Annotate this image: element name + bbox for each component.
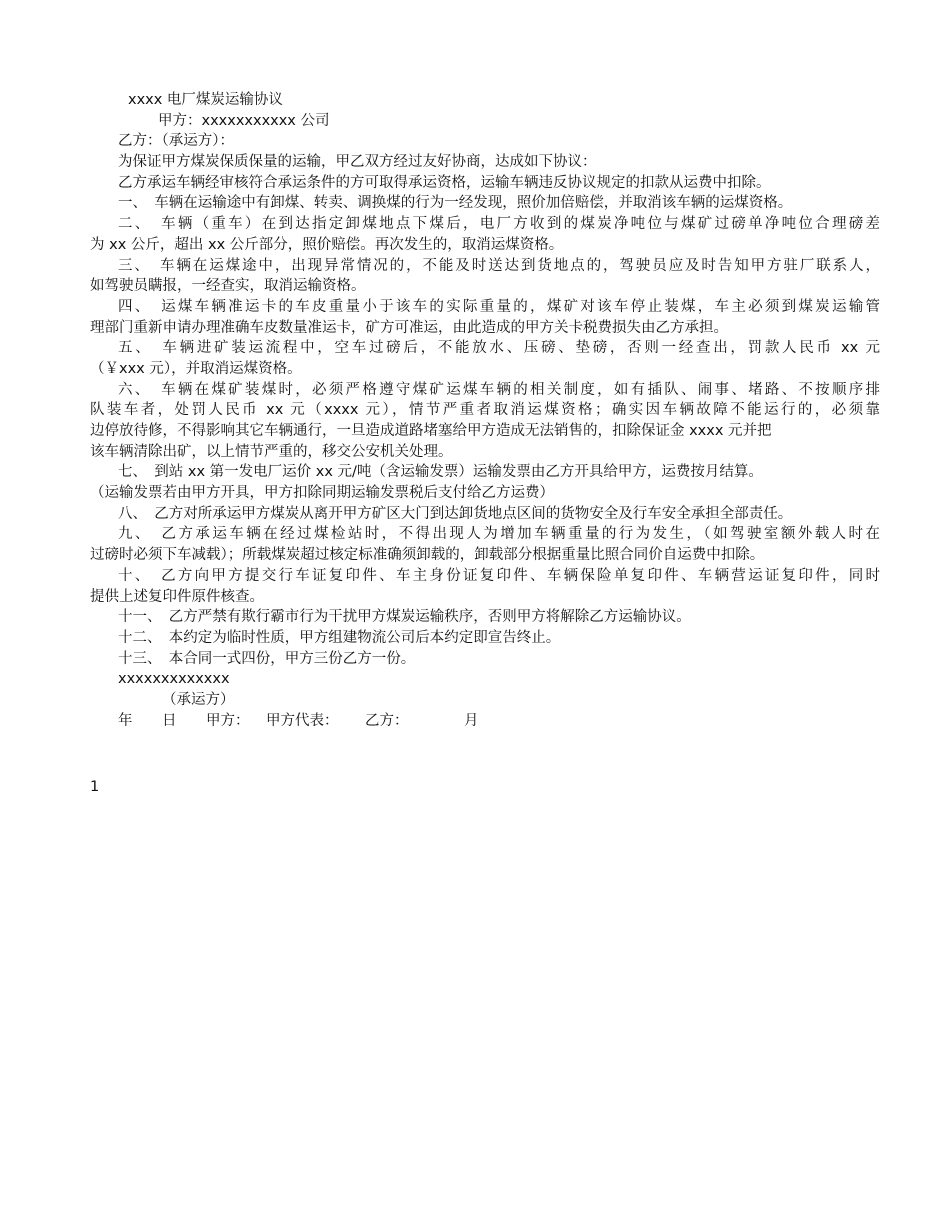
clause-2-line-2: 为 xx 公斤，超出 xx 公斤部分，照价赔偿。再次发生的，取消运煤资格。 — [90, 236, 564, 253]
party-a-line: 甲方：xxxxxxxxxxx 公司 — [158, 112, 330, 129]
clause-8-line-1: 八、 乙方对所承运甲方煤炭从离开甲方矿区大门到达卸货地点区间的货物安全及行车安全承担全部责任。 — [118, 505, 793, 522]
document-title: xxxx 电厂煤炭运输协议 — [128, 92, 283, 108]
signature-carrier: （承运方） — [162, 691, 235, 708]
signature-company: xxxxxxxxxxxxx — [118, 671, 230, 688]
clause-5-line-2: （￥xxx 元），并取消运煤资格。 — [90, 360, 302, 377]
clause-2 — [90, 214, 880, 255]
signature-party-a-rep: 甲方代表： — [266, 712, 339, 729]
signature-day: 日 — [162, 712, 177, 729]
clause-7-line-2: （运输发票若由甲方开具，甲方扣除同期运输发票税后支付给乙方运费） — [90, 485, 554, 502]
clause-9-line-1: 九、 乙方承运车辆在经过煤检站时，不得出现人为增加车辆重量的行为发生，（如驾驶室额外载人时在 — [118, 526, 880, 543]
qualification-paragraph: 乙方承运车辆经审核符合承运条件的方可取得承运资格，运输车辆违反协议规定的扣款从运费中扣除。 — [118, 174, 771, 191]
signature-row — [90, 711, 880, 732]
clause-10-line-1: 十、 乙方向甲方提交行车证复印件、车主身份证复印件、车辆保险单复印件、车辆营运证复印件，同时 — [118, 567, 880, 584]
clause-4 — [90, 297, 880, 338]
intro-paragraph: 为保证甲方煤炭保质保量的运输，甲乙双方经过友好协商，达成如下协议： — [118, 154, 597, 171]
page-number: 1 — [90, 779, 100, 795]
clause-2-line-1: 二、 车辆（重车）在到达指定卸煤地点下煤后，电厂方收到的煤炭净吨位与煤矿过磅单净吨位合理磅差 — [118, 216, 880, 233]
clause-10-line-2: 提供上述复印件原件核查。 — [90, 588, 264, 605]
clause-12: 十二、 本约定为临时性质，甲方组建物流公司后本约定即宣告终止。 — [118, 629, 561, 646]
clause-8 — [90, 504, 880, 525]
clause-13: 十三、 本合同一式四份，甲方三份乙方一份。 — [118, 650, 416, 667]
clause-9-line-2: 过磅时必须下车减载）；所载煤炭超过核定标准确须卸载的，卸载部分根据重量比照合同价自运费中扣除。 — [90, 547, 765, 564]
signature-month: 月 — [464, 712, 479, 729]
clause-9 — [90, 524, 880, 565]
agreement-body — [90, 90, 880, 731]
signature-party-a: 甲方： — [206, 712, 250, 729]
clause-3-line-2: 如驾驶员瞒报，一经查实，取消运输资格。 — [90, 278, 366, 295]
clause-6 — [90, 380, 880, 463]
clause-10 — [90, 566, 880, 607]
clause-11: 十一、 乙方严禁有欺行霸市行为干扰甲方煤炭运输秩序，否则甲方将解除乙方运输协议。 — [118, 609, 691, 626]
clause-6-line-4: 该车辆清除出矿，以上情节严重的，移交公安机关处理。 — [90, 443, 453, 460]
clause-6-line-2: 队装车者，处罚人民币 xx 元（xxxx 元），情节严重者取消运煤资格；确实因车辆故障不能运行的，必须靠 — [90, 402, 880, 419]
clause-4-line-1: 四、 运煤车辆准运卡的车皮重量小于该车的实际重量的，煤矿对该车停止装煤，车主必须到煤炭运输管 — [118, 298, 880, 315]
clause-7-line-1: 七、 到站 xx 第一发电厂运价 xx 元/吨（含运输发票）运输发票由乙方开具给甲方，运费按月结算。 — [118, 464, 763, 481]
clause-3-line-1: 三、 车辆在运煤途中，出现异常情况的，不能及时送达到货地点的，驾驶员应及时告知甲方驻厂联系人， — [118, 257, 880, 274]
clause-6-line-3: 边停放待修，不得影响其它车辆通行，一旦造成道路堵塞给甲方造成无法销售的，扣除保证金 xxxx 元并把 — [90, 423, 772, 439]
clause-1 — [90, 193, 880, 214]
clause-1-line-1: 一、 车辆在运输途中有卸煤、转卖、调换煤的行为一经发现，照价加倍赔偿，并取消该车辆的运煤资格。 — [118, 195, 793, 212]
clause-4-line-2: 理部门重新申请办理准确车皮数量准运卡，矿方可准运，由此造成的甲方关卡税费损失由乙方承担。 — [90, 319, 728, 336]
party-b-line: 乙方：（承运方）： — [118, 133, 234, 150]
clause-5-line-1: 五、 车辆进矿装运流程中，空车过磅后，不能放水、压磅、垫磅，否则一经查出，罚款人民币 xx 元 — [118, 340, 880, 357]
signature-year: 年 — [118, 712, 133, 729]
clause-3 — [90, 256, 880, 297]
signature-party-b: 乙方： — [365, 712, 409, 729]
clause-7 — [90, 462, 880, 503]
clause-6-line-1: 六、 车辆在煤矿装煤时，必须严格遵守煤矿运煤车辆的相关制度，如有插队、闹事、堵路、不按顺序排 — [118, 381, 880, 398]
clause-5 — [90, 338, 880, 379]
